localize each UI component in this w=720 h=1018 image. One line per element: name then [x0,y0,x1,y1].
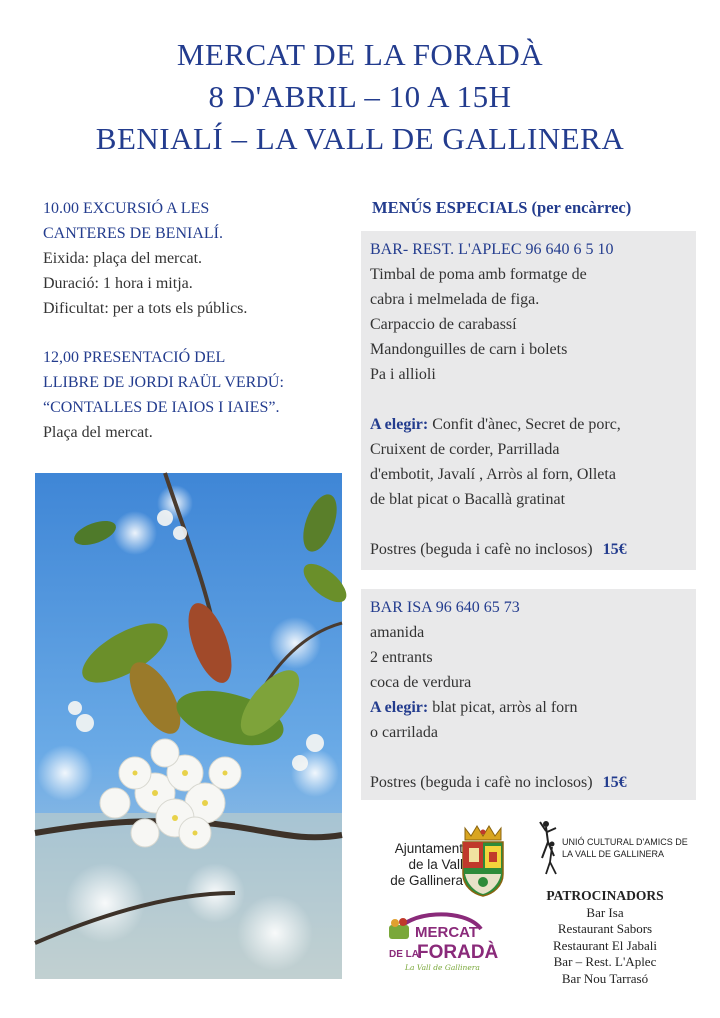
aplec-elegir-label: A elegir: [370,416,429,433]
ajuntament-line: Ajuntament [394,841,463,856]
aplec-elegir [370,412,690,437]
mercat-logo-word2: DE LA [389,949,419,960]
isa-line: coca de verdura [370,674,472,691]
ajuntament-label [373,841,463,889]
isa-header: BAR ISA 96 640 65 73 [370,599,520,616]
aplec-elegir-line: d'embotit, Javalí , Arròs al forn, Olleta [370,466,616,483]
isa-postres-text: Postres (beguda i cafè no inclosos) [370,774,593,791]
isa-line: 2 entrants [370,649,433,666]
sponsor-item: Restaurant Sabors [557,921,653,936]
mercat-logo-word1: MERCAT [415,924,479,941]
coat-of-arms-icon [459,822,507,898]
program-column [43,196,343,445]
event-date: 8 D'ABRIL – 10 A 15H [208,79,512,114]
excursio-dificultat: Dificultat: per a tots els públics. [43,300,248,317]
patrocinadors-title: PATROCINADORS [546,888,664,903]
unio-line-2: LA VALL DE GALLINERA [562,849,665,859]
patrocinadors-list [540,888,670,987]
menus-title: MENÚS ESPECIALS (per encàrrec) [372,198,632,217]
isa-elegir-line: o carrilada [370,724,438,741]
isa-price: 15€ [602,774,627,791]
poster-header [0,34,720,160]
event-location: BENIALÍ – LA VALL DE GALLINERA [95,121,625,156]
aplec-line: Carpaccio de carabassí [370,316,517,333]
sponsor-item: Bar Isa [586,904,624,920]
ajuntament-line: de la Vall [408,857,463,872]
unio-cultural-logo [538,818,688,888]
dancing-figure-icon [538,818,562,878]
aplec-line: Mandonguilles de carn i bolets [370,341,568,358]
menu-box-isa [361,589,696,800]
isa-elegir-label: A elegir: [370,699,429,716]
excursio-title-2: CANTERES DE BENIALÍ. [43,225,223,242]
mercat-forada-logo [385,903,499,973]
isa-postres [370,770,690,795]
presentacio-title-1: 12,00 PRESENTACIÓ DEL [43,349,226,366]
mercat-logo-word3: FORADÀ [417,942,499,963]
aplec-header: BAR- REST. L'APLEC 96 640 6 5 10 [370,241,614,258]
aplec-price: 15€ [602,541,627,558]
menu-box-aplec [361,231,696,570]
aplec-line: Pa i allioli [370,366,436,383]
aplec-elegir-line: de blat picat o Bacallà gratinat [370,491,566,508]
aplec-elegir-line: Cruixent de corder, Parrillada [370,441,560,458]
excursio-eixida: Eixida: plaça del mercat. [43,250,203,267]
sponsor-item: Bar – Rest. L'Aplec [553,954,657,969]
excursio-title-1: 10.00 EXCURSIÓ A LES [43,200,210,217]
aplec-line: Timbal de poma amb formatge de [370,266,587,283]
unio-line-1: UNIÓ CULTURAL D'AMICS DE [562,837,688,847]
sponsor-item: Restaurant El Jabali [553,937,657,953]
isa-line: amanida [370,624,425,641]
presentacio-title-3: “CONTALLES DE IAIOS I IAIES”. [43,399,280,416]
presentacio-lloc: Plaça del mercat. [43,424,153,441]
event-title: MERCAT DE LA FORADÀ [176,37,544,72]
presentacio-title-2: LLIBRE DE JORDI RAÜL VERDÚ: [43,374,284,391]
aplec-postres-text: Postres (beguda i cafè no inclosos) [370,541,593,558]
aplec-postres [370,537,690,562]
aplec-line: cabra i melmelada de figa. [370,291,540,308]
cherry-blossom-photo [35,473,342,979]
isa-elegir-first: blat picat, arròs al forn [428,699,578,716]
excursio-duracio: Duració: 1 hora i mitja. [43,275,193,292]
aplec-elegir-first: Confit d'ànec, Secret de porc, [428,416,621,433]
sponsor-item: Bar Nou Tarrasó [561,970,649,986]
mercat-logo-tagline: La Vall de Gallinera [405,963,480,972]
ajuntament-line: de Gallinera [390,873,463,888]
isa-elegir [370,695,690,720]
